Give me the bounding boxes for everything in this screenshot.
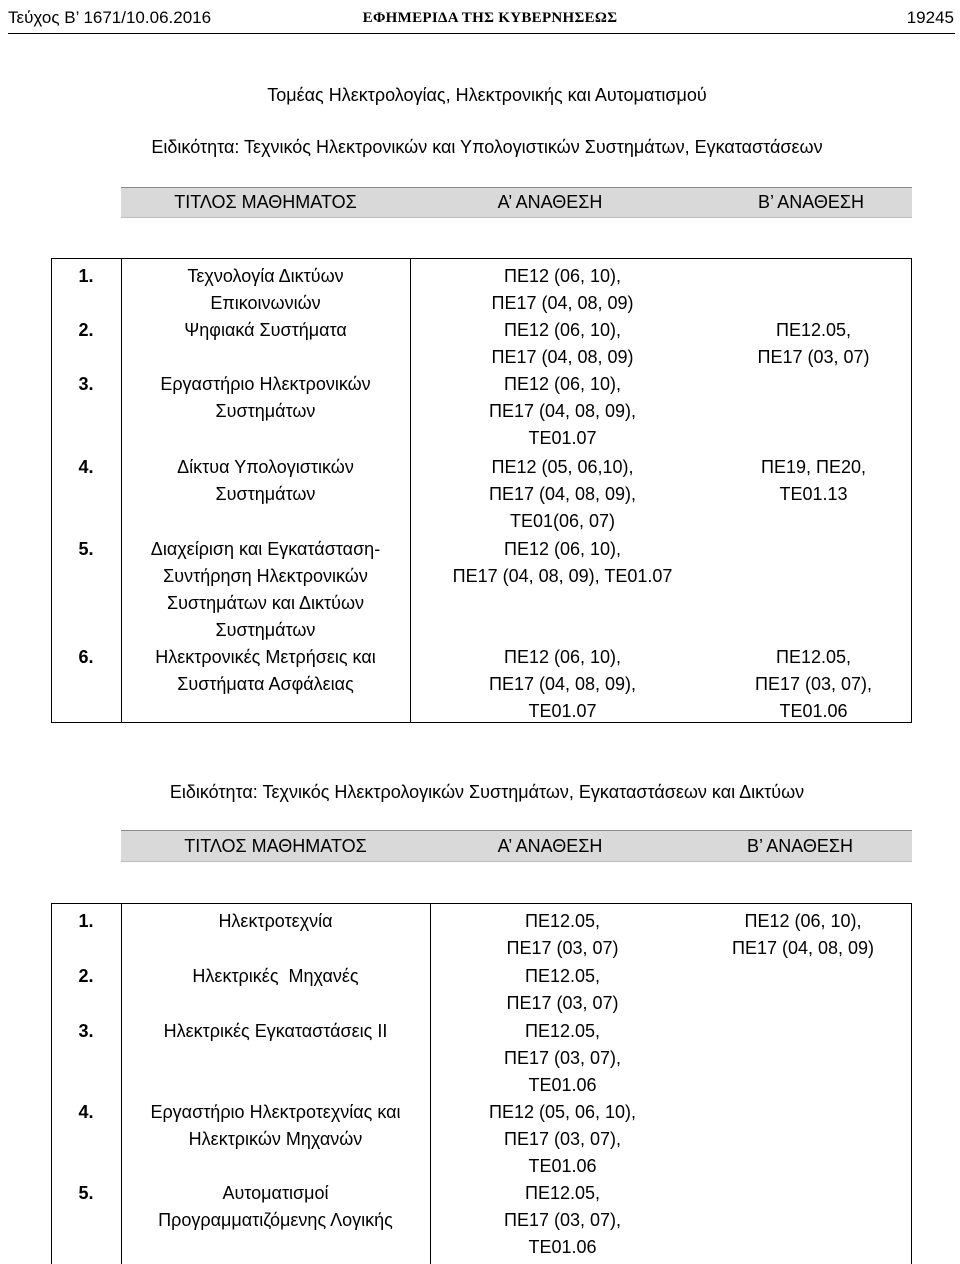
column-header-assignment-a: Α’ ΑΝΑΘΕΣΗ: [497, 192, 603, 212]
row-number-text: 2.: [78, 966, 94, 986]
course-title: [121, 644, 410, 698]
assignment-line: ΠΕ17 (03, 07),: [503, 1048, 622, 1068]
column-header-course: ΤΙΤΛΟΣ ΜΑΘΗΜΑΤΟΣ: [184, 836, 367, 856]
assignment-line: ΠΕ17 (04, 08, 09),: [488, 484, 637, 504]
row-number: [51, 263, 121, 290]
assignment-line: ΠΕ19, ΠΕ20,: [760, 457, 867, 477]
row-number-text: 2.: [78, 320, 94, 340]
course-line: Ηλεκτρικές Μηχανές: [192, 966, 359, 986]
assignment-line: ΤΕ01.06: [528, 1237, 597, 1257]
assignment-line: ΤΕ01(06, 07): [509, 511, 616, 531]
assignment-line: ΠΕ17 (03, 07): [506, 993, 619, 1013]
assignment-line: ΠΕ12.05,: [775, 320, 852, 340]
column-header-assignment-b: Β’ ΑΝΑΘΕΣΗ: [757, 192, 865, 212]
course-title: [121, 1018, 430, 1045]
course-line: Ηλεκτρονικές Μετρήσεις και: [155, 647, 376, 667]
assignment-line: ΠΕ17 (03, 07): [506, 938, 619, 958]
course-title: [121, 908, 430, 935]
assignment-line: ΠΕ12 (05, 06,10),: [491, 457, 634, 477]
course-title: [121, 536, 410, 644]
table-border-top: [51, 258, 912, 259]
specialty-title: Ειδικότητα: Τεχνικός Ηλεκτρονικών και Υπολογιστικών Συστημάτων, Εγκαταστάσεων: [151, 137, 823, 157]
assignment-line: ΠΕ12 (06, 10),: [503, 539, 622, 559]
column-header-course: ΤΙΤΛΟΣ ΜΑΘΗΜΑΤΟΣ: [174, 192, 357, 212]
course-title: [121, 263, 410, 317]
row-number-text: 5.: [78, 1183, 94, 1203]
sector-title: Τομέας Ηλεκτρολογίας, Ηλεκτρονικής και Αυτοματισμού: [267, 85, 707, 105]
assignment-line: ΠΕ12.05,: [524, 1021, 601, 1041]
assignment-line: ΠΕ12.05,: [524, 911, 601, 931]
column-header-assignment-a: Α’ ΑΝΑΘΕΣΗ: [497, 836, 603, 856]
course-line: Εργαστήριο Ηλεκτρονικών: [160, 374, 371, 394]
course-line: Επικοινωνιών: [210, 293, 321, 313]
assignment-line: ΠΕ12 (05, 06, 10),: [488, 1102, 637, 1122]
course-line: Ηλεκτρικές Εγκαταστάσεις ΙΙ: [163, 1021, 388, 1041]
row-number-text: 6.: [78, 647, 94, 667]
course-line: Συστημάτων: [215, 401, 316, 421]
assignment-a: [410, 454, 715, 535]
assignment-line: ΠΕ12.05,: [775, 647, 852, 667]
assignment-a: [430, 908, 695, 962]
assignment-line: ΤΕ01.07: [528, 428, 597, 448]
row-number-text: 5.: [78, 539, 94, 559]
assignment-line: ΠΕ17 (04, 08, 09), ΤΕ01.07: [452, 566, 673, 586]
course-title: [121, 1099, 430, 1153]
row-number: [51, 1180, 121, 1207]
course-line: Δίκτυα Υπολογιστικών: [177, 457, 354, 477]
course-line: Διαχείριση και Εγκατάσταση-: [150, 539, 381, 559]
assignment-line: ΤΕ01.07: [528, 701, 597, 721]
column-header-assignment-b: Β’ ΑΝΑΘΕΣΗ: [746, 836, 854, 856]
assignment-line: ΠΕ12 (06, 10),: [503, 266, 622, 286]
row-number: [51, 963, 121, 990]
assignment-line: ΠΕ17 (04, 08, 09): [491, 347, 634, 367]
row-number-text: 1.: [78, 266, 94, 286]
assignment-line: ΤΕ01.06: [779, 701, 848, 721]
assignment-line: ΠΕ12.05,: [524, 1183, 601, 1203]
row-number: [51, 317, 121, 344]
course-title: [121, 317, 410, 344]
course-title: [121, 371, 410, 425]
assignment-b: [715, 644, 912, 725]
assignment-line: ΠΕ12 (06, 10),: [503, 320, 622, 340]
assignment-line: ΠΕ12 (06, 10),: [744, 911, 862, 931]
row-number: [51, 644, 121, 671]
assignment-b: [715, 454, 912, 508]
row-number-text: 4.: [78, 457, 94, 477]
row-number: [51, 1018, 121, 1045]
assignment-b: [695, 908, 911, 962]
header-rule: [8, 33, 955, 34]
course-line: Προγραμματιζόμενης Λογικής: [158, 1210, 393, 1230]
assignment-line: ΠΕ17 (04, 08, 09),: [488, 674, 637, 694]
assignment-line: ΤΕ01.06: [528, 1156, 597, 1176]
assignment-b: [715, 317, 912, 371]
row-number: [51, 454, 121, 481]
table-border-top: [51, 903, 912, 904]
assignment-line: ΠΕ12 (06, 10),: [503, 647, 622, 667]
table-border-left: [51, 903, 52, 1264]
course-title: [121, 963, 430, 990]
row-number-text: 3.: [78, 374, 94, 394]
assignment-line: ΠΕ12.05,: [524, 966, 601, 986]
assignment-line: ΤΕ01.06: [528, 1075, 597, 1095]
row-number-text: 1.: [78, 911, 94, 931]
assignment-line: ΠΕ17 (04, 08, 09),: [488, 401, 637, 421]
gazette-title: ΕΦΗΜΕΡΙΔΑ ΤΗΣ ΚΥΒΕΡΝΗΣΕΩΣ: [362, 10, 618, 26]
assignment-a: [430, 1018, 695, 1099]
course-line: Συστημάτων: [215, 620, 316, 640]
assignment-line: ΠΕ12 (06, 10),: [503, 374, 622, 394]
course-line: Συστημάτων και Δικτύων: [166, 593, 365, 613]
course-line: Τεχνολογία Δικτύων: [187, 266, 344, 286]
course-line: Ηλεκτροτεχνία: [218, 911, 333, 931]
assignment-a: [430, 1099, 695, 1180]
assignment-a: [410, 536, 715, 590]
assignment-a: [410, 317, 715, 371]
page-number: 19245: [906, 8, 954, 27]
course-line: Ψηφιακά Συστήματα: [184, 320, 347, 340]
assignment-line: ΠΕ17 (03, 07): [757, 347, 870, 367]
course-line: Εργαστήριο Ηλεκτροτεχνίας και: [150, 1102, 401, 1122]
assignment-line: ΠΕ17 (04, 08, 09): [731, 938, 875, 958]
course-line: Συντήρηση Ηλεκτρονικών: [163, 566, 368, 586]
assignment-a: [410, 371, 715, 452]
assignment-line: ΠΕ17 (03, 07),: [503, 1210, 622, 1230]
row-number: [51, 536, 121, 563]
assignment-a: [430, 963, 695, 1017]
course-title: [121, 1180, 430, 1234]
course-title: [121, 454, 410, 508]
assignment-line: ΠΕ17 (03, 07),: [754, 674, 873, 694]
row-number-text: 4.: [78, 1102, 94, 1122]
assignment-line: ΠΕ17 (03, 07),: [503, 1129, 622, 1149]
assignment-line: ΤΕ01.13: [779, 484, 848, 504]
row-number: [51, 371, 121, 398]
assignment-a: [410, 263, 715, 317]
course-line: Συστήματα Ασφάλειας: [177, 674, 354, 694]
table-border-right: [911, 903, 912, 1264]
row-number-text: 3.: [78, 1021, 94, 1041]
assignment-line: ΠΕ17 (04, 08, 09): [491, 293, 634, 313]
issue-label: Τεύχος Β’ 1671/10.06.2016: [8, 8, 212, 27]
specialty-title: Ειδικότητα: Τεχνικός Ηλεκτρολογικών Συστημάτων, Εγκαταστάσεων και Δικτύων: [169, 782, 805, 802]
course-line: Αυτοματισμοί: [222, 1183, 329, 1203]
row-number: [51, 908, 121, 935]
assignment-a: [410, 644, 715, 725]
row-number: [51, 1099, 121, 1126]
course-line: Συστημάτων: [215, 484, 316, 504]
course-line: Ηλεκτρικών Μηχανών: [188, 1129, 363, 1149]
assignment-a: [430, 1180, 695, 1261]
